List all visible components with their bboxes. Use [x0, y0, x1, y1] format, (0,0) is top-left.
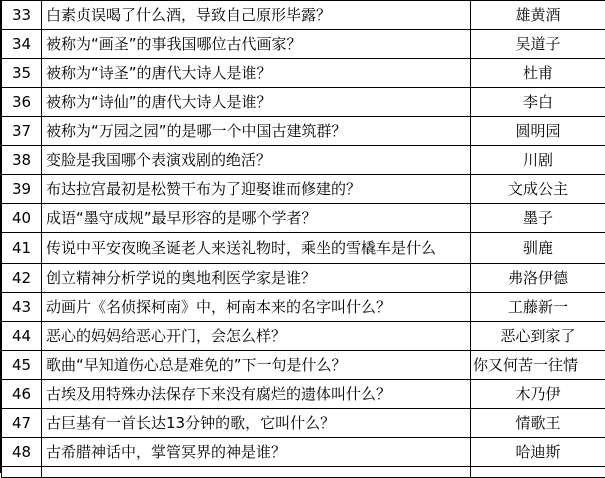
question-cell[interactable]: 动画片《名侦探柯南》中，柯南本来的名字叫什么？ — [42, 293, 471, 322]
answer-cell[interactable]: 你又何苦一往情 — [471, 351, 605, 380]
row-number[interactable]: 37 — [2, 117, 42, 146]
answer-cell[interactable]: 李白 — [471, 88, 605, 117]
answer-cell[interactable]: 吴道子 — [471, 30, 605, 59]
question-cell[interactable] — [42, 467, 471, 478]
question-cell[interactable]: 被称为“诗圣”的唐代大诗人是谁？ — [42, 59, 471, 88]
row-number[interactable]: 33 — [2, 1, 42, 30]
answer-cell[interactable]: 文成公主 — [471, 175, 605, 204]
table-row — [2, 146, 605, 175]
table-row — [2, 30, 605, 59]
answer-cell[interactable]: 木乃伊 — [471, 380, 605, 409]
row-number[interactable]: 36 — [2, 88, 42, 117]
answer-cell[interactable]: 圆明园 — [471, 117, 605, 146]
row-number[interactable]: 40 — [2, 204, 42, 233]
question-cell[interactable]: 创立精神分析学说的奥地利医学家是谁？ — [42, 264, 471, 293]
question-cell[interactable]: 布达拉宫最初是松赞干布为了迎娶谁而修建的？ — [42, 175, 471, 204]
table-row — [2, 264, 605, 293]
table-row — [2, 88, 605, 117]
table-row — [2, 322, 605, 351]
question-cell[interactable]: 传说中平安夜晚圣诞老人来送礼物时，乘坐的雪橇车是什么 — [42, 233, 471, 264]
answer-cell[interactable]: 恶心到家了 — [471, 322, 605, 351]
table-row — [2, 380, 605, 409]
question-cell[interactable]: 被称为“诗仙”的唐代大诗人是谁？ — [42, 88, 471, 117]
row-number[interactable]: 44 — [2, 322, 42, 351]
table-row — [2, 409, 605, 438]
answer-cell[interactable]: 驯鹿 — [471, 233, 605, 264]
table-row — [2, 204, 605, 233]
question-cell[interactable]: 被称为“万园之园”的是哪一个中国古建筑群？ — [42, 117, 471, 146]
row-number[interactable]: 45 — [2, 351, 42, 380]
row-number[interactable]: 48 — [2, 438, 42, 467]
question-cell[interactable]: 被称为“画圣”的事我国哪位古代画家？ — [42, 30, 471, 59]
row-number[interactable]: 46 — [2, 380, 42, 409]
row-number[interactable]: 41 — [2, 233, 42, 264]
row-number[interactable]: 39 — [2, 175, 42, 204]
answer-cell[interactable]: 川剧 — [471, 146, 605, 175]
table-row — [2, 117, 605, 146]
row-number[interactable]: 43 — [2, 293, 42, 322]
answer-cell[interactable] — [471, 467, 605, 478]
table-row — [2, 1, 605, 30]
answer-cell[interactable]: 雄黄酒 — [471, 1, 605, 30]
question-cell[interactable]: 古巨基有一首长达13分钟的歌，它叫什么？ — [42, 409, 471, 438]
question-cell[interactable]: 白素贞误喝了什么酒，导致自己原形毕露？ — [42, 1, 471, 30]
question-cell[interactable]: 古埃及用特殊办法保存下来没有腐烂的遗体叫什么？ — [42, 380, 471, 409]
table-row — [2, 351, 605, 380]
row-number[interactable]: 34 — [2, 30, 42, 59]
question-cell[interactable]: 恶心的妈妈给恶心开门，会怎么样？ — [42, 322, 471, 351]
row-number[interactable] — [2, 467, 42, 478]
table-row — [2, 293, 605, 322]
answer-cell[interactable]: 杜甫 — [471, 59, 605, 88]
table-row-cut-off — [2, 467, 605, 478]
answer-cell[interactable]: 工藤新一 — [471, 293, 605, 322]
table-row — [2, 233, 605, 264]
quiz-table — [1, 0, 605, 478]
row-number[interactable]: 42 — [2, 264, 42, 293]
row-number[interactable]: 47 — [2, 409, 42, 438]
answer-cell[interactable]: 情歌王 — [471, 409, 605, 438]
table-row — [2, 59, 605, 88]
table-row — [2, 175, 605, 204]
question-cell[interactable]: 古希腊神话中，掌管冥界的神是谁？ — [42, 438, 471, 467]
question-cell[interactable]: 歌曲“早知道伤心总是难免的”下一句是什么？ — [42, 351, 471, 380]
answer-cell[interactable]: 弗洛伊德 — [471, 264, 605, 293]
answer-cell[interactable]: 墨子 — [471, 204, 605, 233]
row-number[interactable]: 35 — [2, 59, 42, 88]
answer-cell[interactable]: 哈迪斯 — [471, 438, 605, 467]
question-cell[interactable]: 成语“墨守成规”最早形容的是哪个学者？ — [42, 204, 471, 233]
table-row — [2, 438, 605, 467]
question-cell[interactable]: 变脸是我国哪个表演戏剧的绝活？ — [42, 146, 471, 175]
row-number[interactable]: 38 — [2, 146, 42, 175]
